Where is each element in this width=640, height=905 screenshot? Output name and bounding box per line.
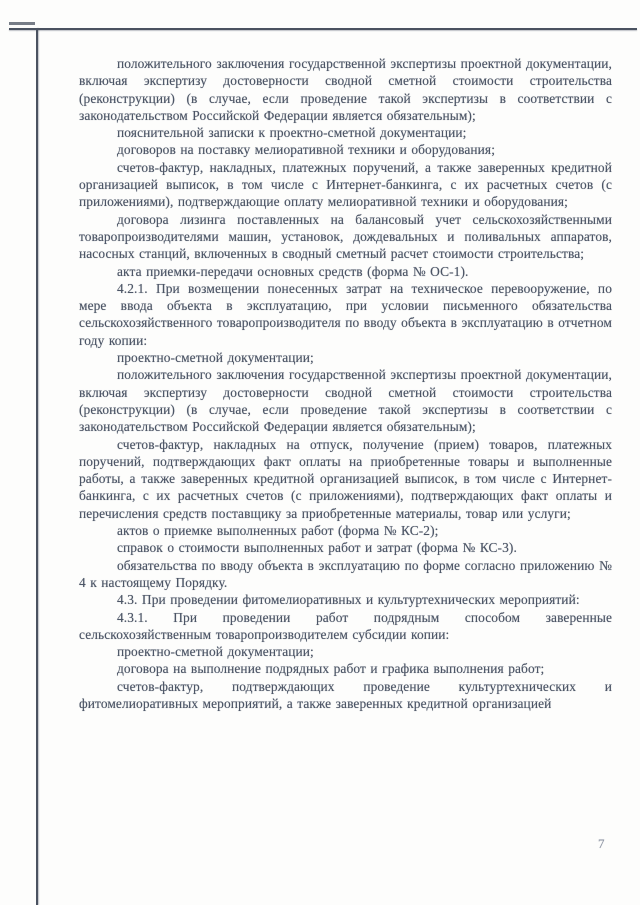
page-border-top [9,28,637,30]
paragraph: актов о приемке выполненных работ (форма № КС-2); [117,523,439,539]
paragraph: акта приемки-передачи основных средств (форма № ОС-1). [117,263,469,279]
paragraph: положительного заключения государственной экспертизы проектной документации, включая экспертизу достоверности сводной сметной стоимости строительства (реконструкции) (в случае, если проведение такой экспертизы в соответствии с законодательством Российской Федерации является обязательным); [79,56,612,123]
paragraph: договора на выполнение подрядных работ и графика выполнения работ; [117,661,545,677]
paragraph: проектно-сметной документации; [117,644,314,660]
page-number: 7 [598,836,605,851]
paragraph: 4.3. При проведении фитомелиоративных и культуртехнических мероприятий: [117,592,580,608]
paragraph: проектно-сметной документации; [117,350,314,366]
page-border-left [36,28,38,905]
document-body [79,55,612,712]
paragraph: счетов-фактур, накладных на отпуск, получение (прием) товаров, платежных поручений, подтверждающих факт оплаты на приобретенные товары и выполненные работы, а также заверенных кредитной организацией выписок, в том числе с Интернет-банкинга, с их расчетных счетов (с приложениями), подтверждающих факт оплаты и перечисления средств поставщику за приобретенные материалы, товар или услуги; [79,436,612,521]
paragraph: договора лизинга поставленных на балансовый учет сельскохозяйственными товаропроизводителями машин, установок, дождевальных и поливальных аппаратов, насосных станций, включенных в сводный сметный расчет стоимости строительства; [79,211,612,262]
paragraph: счетов-фактур, подтверждающих проведение культуртехнических и фитомелиоративных мероприятий, а также заверенных кредитной организацией [79,678,612,711]
paragraph: пояснительной записки к проектно-сметной документации; [117,125,467,141]
paragraph: 4.2.1. При возмещении понесенных затрат на техническое перевооружение, по мере ввода объекта в эксплуатацию, при условии письменного обязательства сельскохозяйственного товаропроизводителя по вводу объекта в эксплуатацию в отчетном году копии: [79,280,612,348]
paragraph: положительного заключения государственной экспертизы проектной документации, включая экспертизу достоверности сводной сметной стоимости строительства (реконструкции) (в случае, если проведение такой экспертизы в соответствии с законодательством Российской Федерации является обязательным); [79,367,612,435]
paragraph: счетов-фактур, накладных, платежных поручений, а также заверенных кредитной организацией выписок, в том числе с Интернет-банкинга, с их расчетных счетов (с приложениями), подтверждающие оплату мелиоративной техники и оборудования; [79,159,612,210]
paragraph: 4.3.1. При проведении работ подрядным способом заверенные сельскохозяйственным товаропроизводителем субсидии копии: [79,609,612,642]
page-border-corner-mark [9,22,35,25]
paragraph: обязательства по вводу объекта в эксплуатацию по форме согласно приложению № 4 к настоящему Порядку. [79,557,612,590]
paragraph: договоров на поставку мелиоративной техники и оборудования; [117,142,496,158]
paragraph: справок о стоимости выполненных работ и затрат (форма № КС-3). [117,540,517,556]
